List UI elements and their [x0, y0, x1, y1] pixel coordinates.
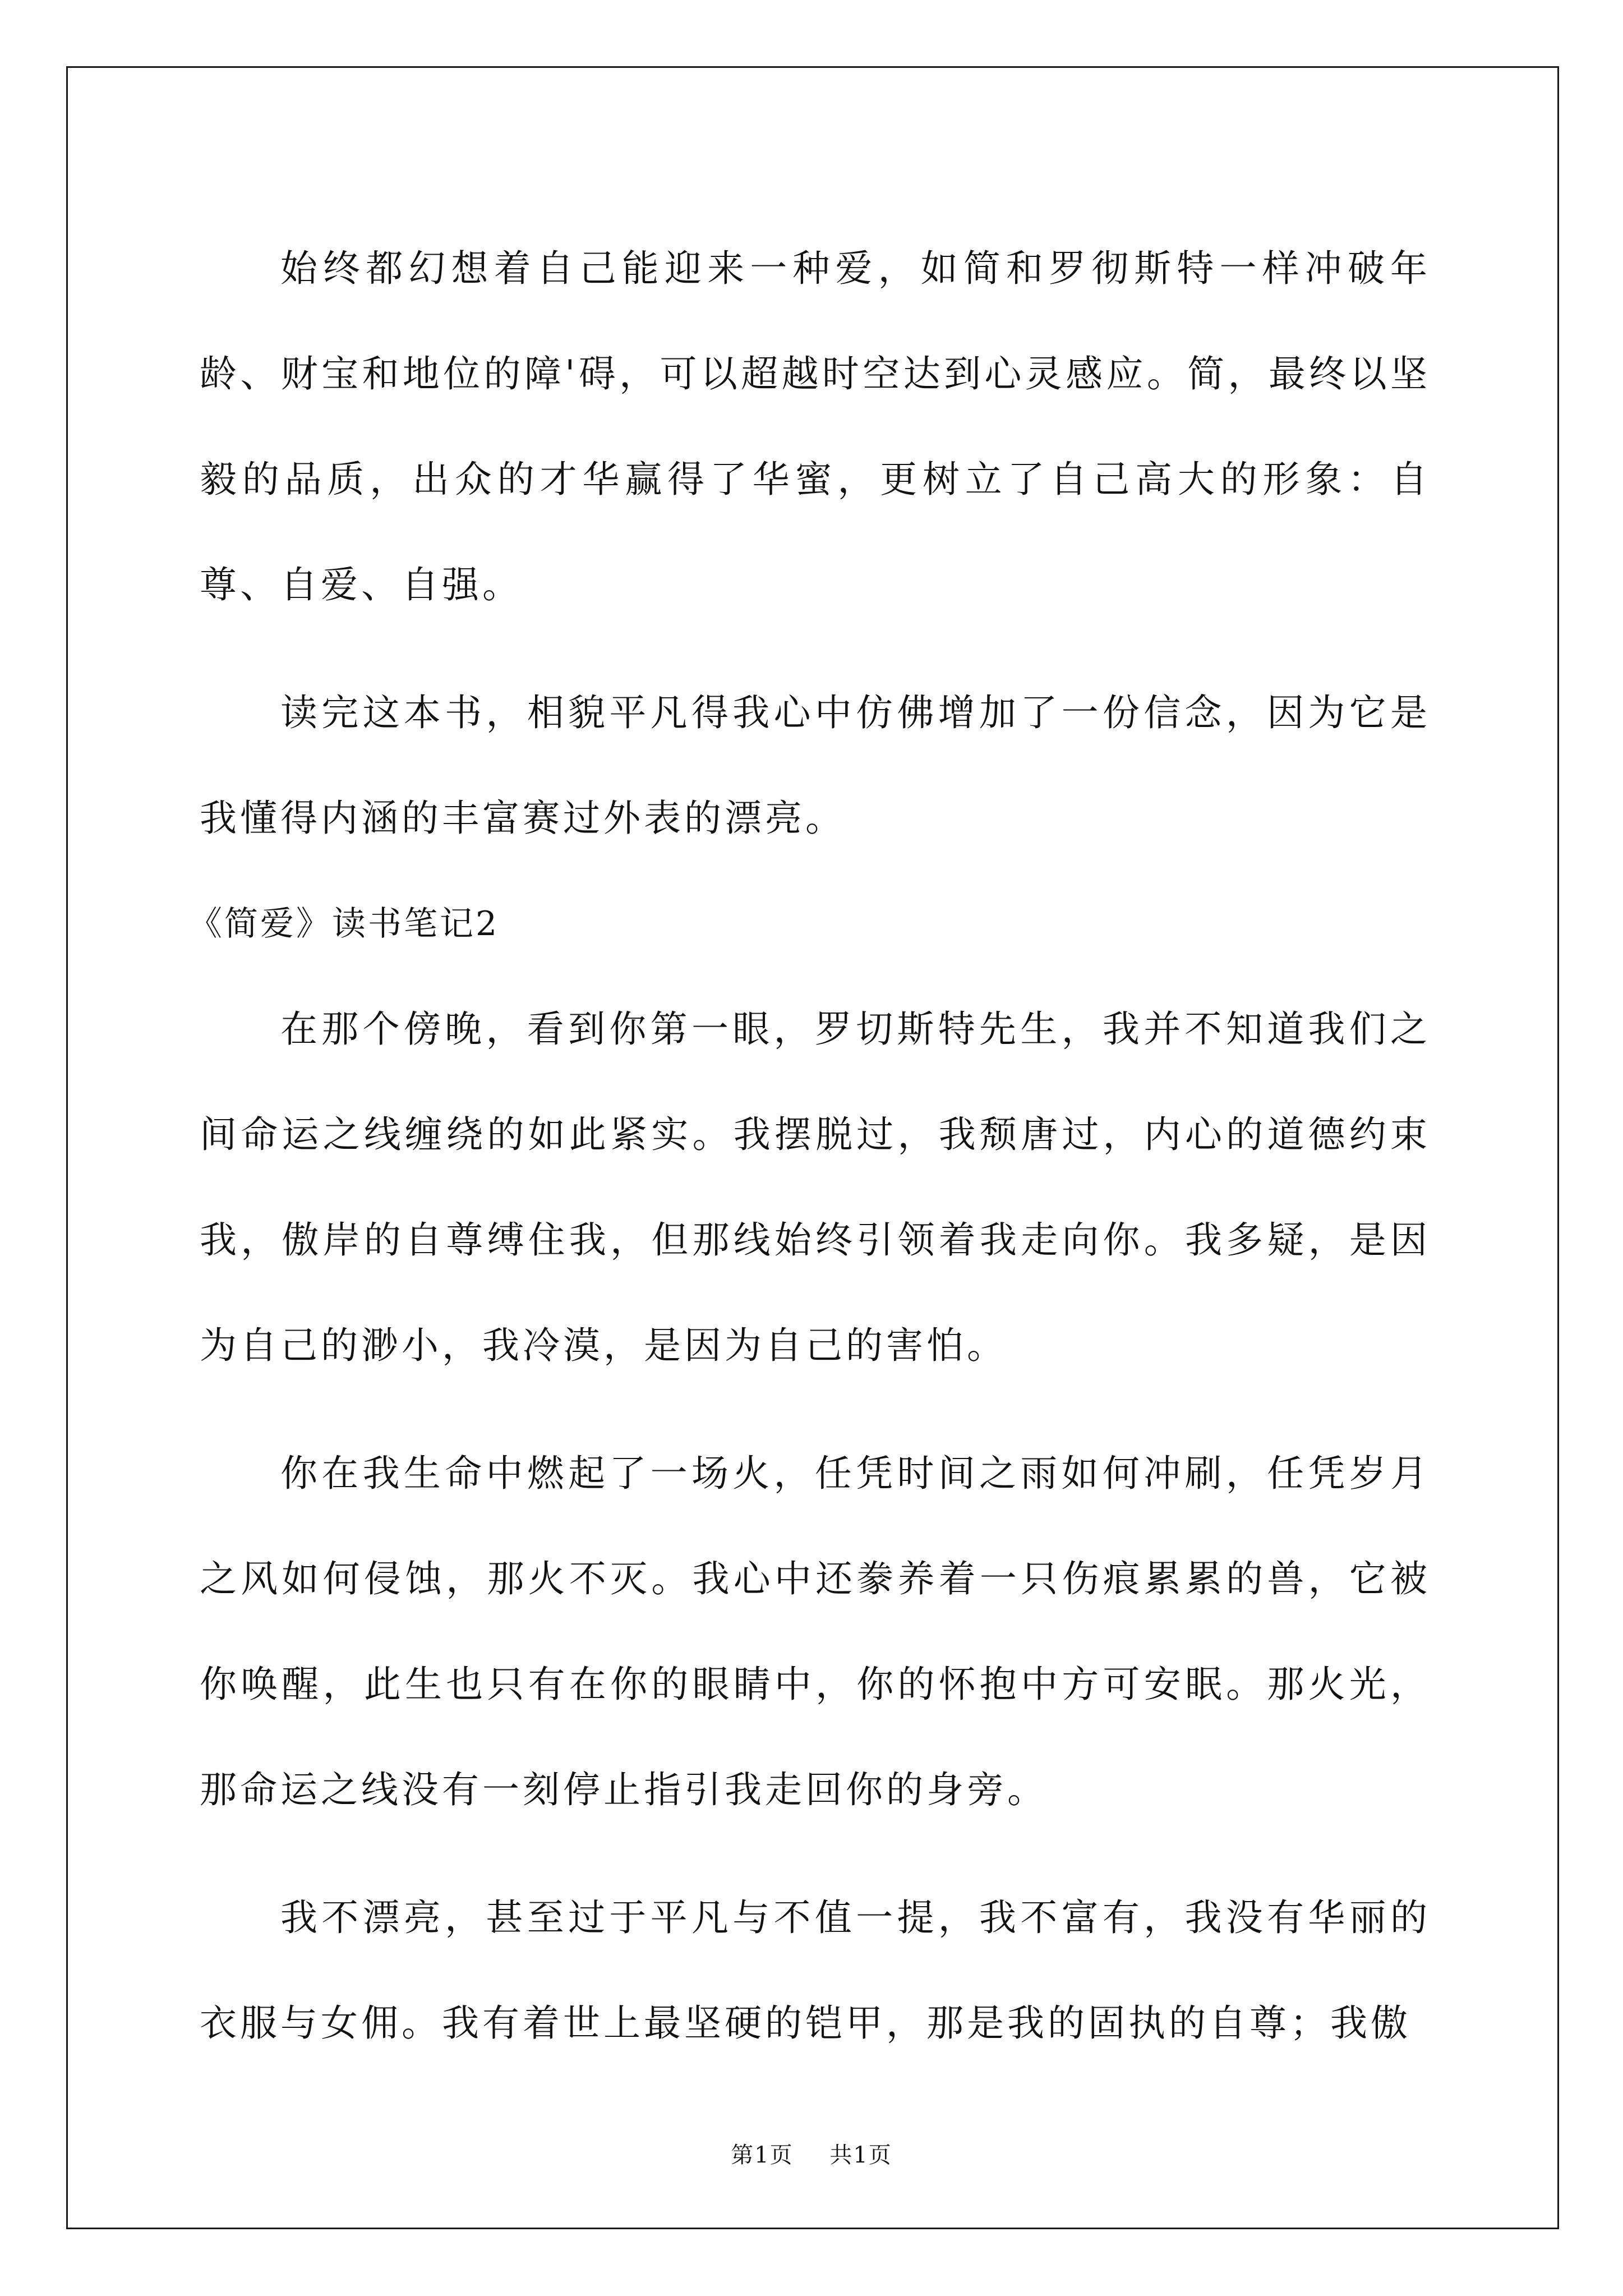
paragraph: 你在我生命中燃起了一场火，任凭时间之雨如何冲刷，任凭岁月之风如何侵蚀，那火不灭。我心中还豢养着一只伤痕累累的兽，它被你唤醒，此生也只有在你的眼睛中，你的怀抱中方可安眠。那火光，那命运之线没有一刻停止指引我走回你的身旁。	[200, 1452, 1431, 1811]
page-footer	[0, 2137, 1623, 2169]
section-heading: 《简爱》读书笔记2	[188, 904, 500, 944]
page-number: 第1页	[731, 2142, 794, 2168]
paragraph: 在那个傍晚，看到你第一眼，罗切斯特先生，我并不知道我们之间命运之线缠绕的如此紧实。我摆脱过，我颓唐过，内心的道德约束我，傲岸的自尊缚住我，但那线始终引领着我走向你。我多疑，是因为自己的渺小，我冷漠，是因为自己的害怕。	[200, 1007, 1431, 1367]
paragraph: 始终都幻想着自己能迎来一种爱，如简和罗彻斯特一样冲破年龄、财宝和地位的障'碍，可以超越时空达到心灵感应。简，最终以坚毅的品质，出众的才华赢得了华蜜，更树立了自己高大的形象：自尊、自爱、自强。	[200, 247, 1431, 606]
page-total: 共1页	[829, 2142, 892, 2168]
document-body	[188, 216, 1431, 2076]
paragraph: 我不漂亮，甚至过于平凡与不值一提，我不富有，我没有华丽的衣服与女佣。我有着世上最坚硬的铠甲，那是我的固执的自尊；我傲	[200, 1896, 1431, 2045]
paragraph: 读完这本书，相貌平凡得我心中仿佛增加了一份信念，因为它是我懂得内涵的丰富赛过外表的漂亮。	[200, 691, 1431, 840]
